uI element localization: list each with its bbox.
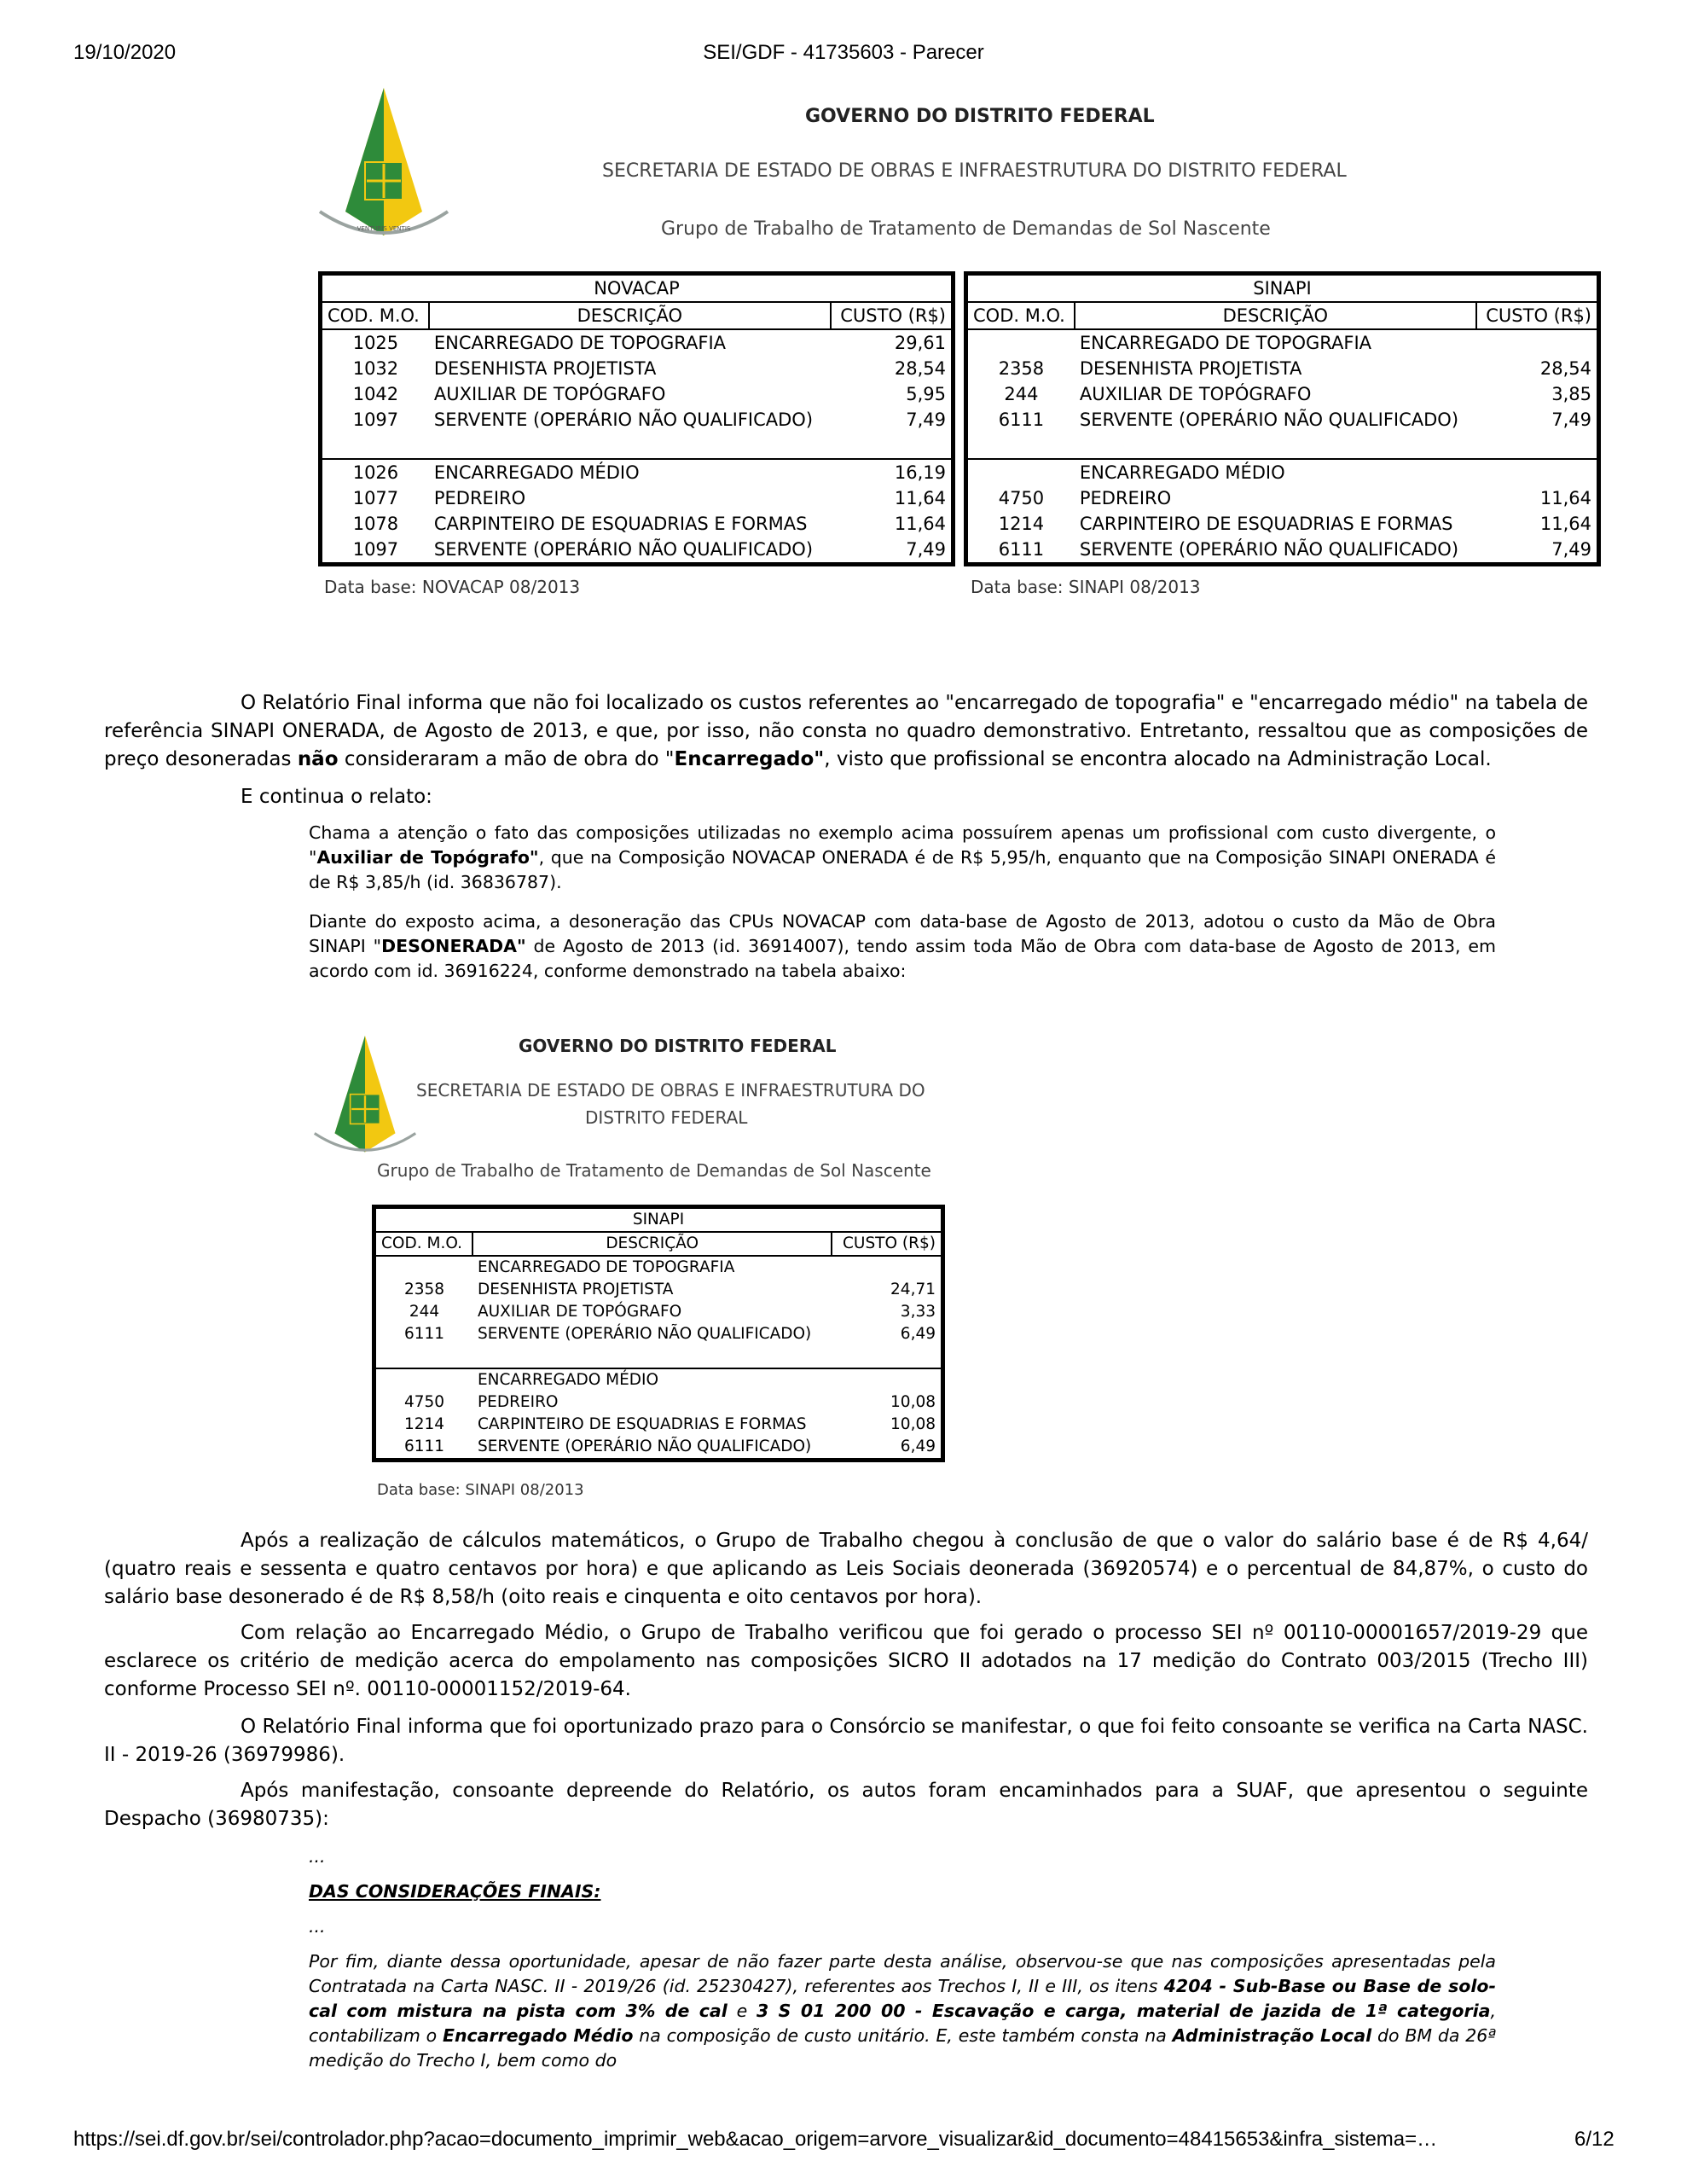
ellipsis: ...	[309, 1846, 326, 1867]
cell-cost	[1476, 433, 1599, 459]
gdf-logo-emblem	[316, 84, 452, 246]
cell-cost: 7,49	[906, 410, 946, 430]
q3-text-5: do BM da 26ª medição do Trecho I, bem como do	[309, 2025, 1497, 2071]
print-date: 19/10/2020	[73, 41, 177, 64]
cell-description: DESENHISTA PROJETISTA	[477, 1281, 674, 1298]
p1-bold-2: Encarregado"	[674, 748, 825, 770]
table-row	[321, 381, 954, 407]
table-row	[321, 485, 954, 511]
sinapi-database: Data base: SINAPI 08/2013	[971, 577, 1201, 597]
cell-cost: 10,08	[890, 1393, 936, 1411]
q3-bold-2: 3 S 01 200 00 - Escavação e carga, material de jazida de 1ª categoria	[756, 2001, 1491, 2021]
cell-cost: 7,49	[906, 539, 946, 560]
q1-text-1: Chama a atenção o fato das composições utilizadas no exemplo acima possuírem apenas um profissional com custo divergente, o "	[309, 822, 1496, 868]
paragraph-continua	[104, 783, 1588, 811]
p1-text-1: O Relatório Final informa que não foi localizado os custos referentes ao "encarregado de topografia" e "encarregado médio" na tabela de referência SINAPI ONERADA, de Agosto de 2013, e que, por isso, não consta no quadro demonstrativo. Entretanto, ressaltou que as composições de preço desoneradas	[104, 692, 1588, 770]
grupo-title: Grupo de Trabalho de Tratamento de Demandas de Sol Nascente	[377, 1160, 931, 1181]
cell-cost: 7,49	[1551, 539, 1591, 560]
cell-code: 1214	[998, 514, 1045, 534]
table-row	[321, 537, 954, 565]
cell-description: CARPINTEIRO DE ESQUADRIAS E FORMAS	[1079, 514, 1453, 534]
cell-code: 2358	[998, 358, 1045, 379]
cell-cost: 3,33	[900, 1303, 936, 1321]
novacap-table	[318, 271, 955, 566]
cell-code: 1042	[352, 384, 399, 404]
paragraph-calculos	[104, 1527, 1588, 1612]
cell-code: 244	[1004, 384, 1039, 404]
cell-description: PEDREIRO	[1079, 488, 1172, 508]
cell-cost: 16,19	[894, 462, 946, 483]
p5-text: O Relatório Final informa que foi oportunizado prazo para o Consórcio se manifestar, o que foi feito consoante se verifica na Carta NASC. II - 2019-26 (36979986).	[104, 1716, 1588, 1766]
cell-code	[966, 433, 1075, 459]
cell-description: SERVENTE (OPERÁRIO NÃO QUALIFICADO)	[477, 1325, 812, 1343]
cell-cost	[832, 1368, 942, 1391]
paragraph-manifestacao	[104, 1777, 1588, 1833]
cell-cost	[1476, 459, 1599, 485]
table-row	[321, 459, 954, 485]
p1-text-3: , visto que profissional se encontra alocado na Administração Local.	[824, 748, 1492, 770]
cell-code	[374, 1256, 472, 1279]
cell-cost: 11,64	[1539, 514, 1591, 534]
table-row	[966, 407, 1599, 433]
table-row	[321, 356, 954, 381]
p2-text: E continua o relato:	[241, 786, 432, 808]
cell-cost: 5,95	[906, 384, 946, 404]
cell-code	[966, 459, 1075, 485]
gov-title: GOVERNO DO DISTRITO FEDERAL	[519, 1036, 837, 1056]
table-caption: SINAPI	[966, 274, 1599, 303]
cell-code: 1097	[352, 410, 399, 430]
table-row	[966, 356, 1599, 381]
cell-code: 1077	[352, 488, 399, 508]
cell-description	[429, 433, 831, 459]
cell-cost	[831, 433, 954, 459]
cell-description: SERVENTE (OPERÁRIO NÃO QUALIFICADO)	[433, 410, 814, 430]
cell-description	[472, 1345, 832, 1368]
cell-cost: 11,64	[894, 488, 946, 508]
novacap-database: Data base: NOVACAP 08/2013	[324, 577, 581, 597]
table-row	[321, 433, 954, 459]
paragraph-encarregado	[104, 1619, 1588, 1704]
table-row	[321, 511, 954, 537]
cell-description: DESENHISTA PROJETISTA	[433, 358, 657, 379]
q3-text-1: Por fim, diante dessa oportunidade, apesar de não fazer parte desta análise, observou-se que nas composições apresentadas pela Contratada na Carta NASC. II - 2019/26 (id. 25230427), referentes aos Trechos I, II e III, os itens	[309, 1951, 1496, 1996]
q2-bold-1: DESONERADA"	[381, 936, 526, 956]
cell-description	[1075, 433, 1476, 459]
cell-code: 4750	[998, 488, 1045, 508]
col-header-desc: DESCRIÇÃO	[472, 1232, 832, 1256]
table-row	[374, 1256, 943, 1279]
cell-cost: 10,08	[890, 1415, 936, 1433]
cell-code	[321, 433, 429, 459]
paragraph-relatorio	[104, 689, 1588, 774]
q2-text-2: de Agosto de 2013 (id. 36914007), tendo assim toda Mão de Obra com data-base de Agosto de 2013, em acordo com id. 36916224, conforme demonstrado na tabela abaixo:	[309, 936, 1496, 981]
cell-description: ENCARREGADO DE TOPOGRAFIA	[477, 1258, 735, 1276]
table-row	[966, 537, 1599, 565]
cell-description: AUXILIAR DE TOPÓGRAFO	[433, 384, 666, 404]
cell-cost: 7,49	[1551, 410, 1591, 430]
cell-code: 1078	[352, 514, 399, 534]
cell-cost: 3,85	[1551, 384, 1591, 404]
grupo-title: Grupo de Trabalho de Tratamento de Demandas de Sol Nascente	[661, 218, 1271, 240]
col-header-code: COD. M.O.	[966, 302, 1075, 329]
cell-code: 1026	[352, 462, 399, 483]
q3-text-4: na composição de custo unitário. E, este também consta na	[633, 2025, 1173, 2046]
table-row	[966, 459, 1599, 485]
print-title: SEI/GDF - 41735603 - Parecer	[703, 41, 984, 64]
quote-desoneracao	[309, 909, 1496, 984]
sinapi-table	[964, 271, 1601, 566]
col-header-cost: CUSTO (R$)	[831, 302, 954, 329]
q3-bold-1: 4204 - Sub-Base ou Base de solo-cal com mistura na pista com 3% de cal	[309, 1976, 1496, 2021]
cell-code: 4750	[403, 1393, 445, 1411]
table-row	[374, 1368, 943, 1391]
cell-description: DESENHISTA PROJETISTA	[1079, 358, 1302, 379]
secretaria-title-line1: SECRETARIA DE ESTADO DE OBRAS E INFRAESTRUTURA DO	[416, 1080, 925, 1101]
cell-description: SERVENTE (OPERÁRIO NÃO QUALIFICADO)	[433, 539, 814, 560]
table-row	[374, 1323, 943, 1345]
table-row	[374, 1345, 943, 1368]
quote-consideracoes	[309, 1844, 1496, 2073]
cell-code: 1097	[352, 539, 399, 560]
table-row	[374, 1436, 943, 1461]
cell-code	[374, 1368, 472, 1391]
table-row	[374, 1301, 943, 1323]
cell-description: AUXILIAR DE TOPÓGRAFO	[1079, 384, 1312, 404]
cell-description: ENCARREGADO DE TOPOGRAFIA	[1079, 333, 1372, 353]
cell-cost	[832, 1345, 942, 1368]
gov-title: GOVERNO DO DISTRITO FEDERAL	[805, 106, 1155, 127]
q2-text-1: Diante do exposto acima, a desoneração das CPUs NOVACAP com data-base de Agosto de 2013, adotou o custo da Mão de Obra SINAPI "	[309, 911, 1496, 956]
quote-auxiliar	[309, 821, 1496, 895]
document-url-link[interactable]: https://sei.df.gov.br/sei/controlador.php?acao=documento_imprimir_web&acao_origem=arvore_visualizar&id_documento=48415653&infra_sistema=…	[73, 2128, 1438, 2151]
p4-text: Com relação ao Encarregado Médio, o Grupo de Trabalho verificou que foi gerado o processo SEI nº 00110-00001657/2019-29 que esclarece os critério de medição acerca do empolamento nas composições SICRO II adotados na 17 medição do Contrato 003/2015 (Trecho III) conforme Processo SEI nº. 00110-00001152/2019-64.	[104, 1622, 1588, 1700]
q3-bold-4: Administração Local	[1172, 2025, 1372, 2046]
paragraph-prazo	[104, 1713, 1588, 1769]
q3-text-2: e	[727, 2001, 757, 2021]
cell-cost	[1476, 329, 1599, 356]
secretaria-title-line2: DISTRITO FEDERAL	[585, 1107, 748, 1128]
cell-code: 1032	[352, 358, 399, 379]
ellipsis: ...	[309, 1916, 326, 1937]
table-row	[966, 329, 1599, 356]
cell-cost: 29,61	[894, 333, 946, 353]
cell-cost: 24,71	[890, 1281, 936, 1298]
table-row	[374, 1279, 943, 1301]
cell-description: PEDREIRO	[477, 1393, 559, 1411]
cell-code: 6111	[998, 410, 1045, 430]
cell-description: SERVENTE (OPERÁRIO NÃO QUALIFICADO)	[477, 1438, 812, 1455]
cell-cost: 11,64	[894, 514, 946, 534]
p3-text: Após a realização de cálculos matemáticos, o Grupo de Trabalho chegou à conclusão de que o valor do salário base é de R$ 4,64/ (quatro reais e sessenta e quatro centavos por hora) e que aplicando as Leis Sociais deonerada (36920574) e o percentual de 84,87%, o custo do salário base desonerado é de R$ 8,58/h (oito reais e cinquenta e oito centavos por hora).	[104, 1530, 1588, 1608]
cell-description: ENCARREGADO MÉDIO	[477, 1371, 659, 1389]
cell-code	[374, 1345, 472, 1368]
q3-text-3: , contabilizam o	[309, 2001, 1497, 2046]
table-row	[966, 433, 1599, 459]
cell-description: SERVENTE (OPERÁRIO NÃO QUALIFICADO)	[1079, 410, 1459, 430]
cell-description: PEDREIRO	[433, 488, 526, 508]
table-row	[966, 485, 1599, 511]
gdf-logo-emblem	[310, 1032, 420, 1160]
q3-bold-3: Encarregado Médio	[442, 2025, 634, 2046]
cell-cost: 28,54	[894, 358, 946, 379]
p6-text: Após manifestação, consoante depreende do Relatório, os autos foram encaminhados para a SUAF, que apresentou o seguinte Despacho (36980735):	[104, 1780, 1588, 1830]
table-row	[374, 1414, 943, 1436]
cell-description: CARPINTEIRO DE ESQUADRIAS E FORMAS	[477, 1415, 807, 1433]
cell-code: 6111	[403, 1325, 445, 1343]
cell-code: 244	[409, 1303, 440, 1321]
cell-code: 6111	[403, 1438, 445, 1455]
page-number: 6/12	[1574, 2128, 1615, 2151]
cell-code: 1025	[352, 333, 399, 353]
sinapi-database: Data base: SINAPI 08/2013	[377, 1481, 584, 1499]
table-row	[374, 1391, 943, 1414]
table-row	[966, 381, 1599, 407]
cell-cost: 6,49	[900, 1325, 936, 1343]
col-header-desc: DESCRIÇÃO	[429, 302, 831, 329]
table-row	[321, 407, 954, 433]
section-heading: DAS CONSIDERAÇÕES FINAIS:	[309, 1881, 601, 1902]
col-header-desc: DESCRIÇÃO	[1075, 302, 1476, 329]
cell-description: ENCARREGADO DE TOPOGRAFIA	[433, 333, 727, 353]
cell-cost: 28,54	[1539, 358, 1591, 379]
table-caption: NOVACAP	[321, 274, 954, 303]
col-header-code: COD. M.O.	[374, 1232, 472, 1256]
cell-description: ENCARREGADO MÉDIO	[1079, 462, 1285, 483]
p1-bold-1: não	[297, 748, 339, 770]
cell-cost: 11,64	[1539, 488, 1591, 508]
q1-bold-1: Auxiliar de Topógrafo"	[316, 847, 539, 868]
cell-cost	[832, 1256, 942, 1279]
cell-description: CARPINTEIRO DE ESQUADRIAS E FORMAS	[433, 514, 808, 534]
secretaria-title: SECRETARIA DE ESTADO DE OBRAS E INFRAESTRUTURA DO DISTRITO FEDERAL	[602, 160, 1347, 182]
sinapi-desonerada-table	[372, 1205, 945, 1462]
cell-cost: 6,49	[900, 1438, 936, 1455]
cell-description: ENCARREGADO MÉDIO	[433, 462, 640, 483]
col-header-code: COD. M.O.	[321, 302, 429, 329]
col-header-cost: CUSTO (R$)	[832, 1232, 942, 1256]
cell-code: 2358	[403, 1281, 445, 1298]
p1-text-2: consideraram a mão de obra do "	[338, 748, 675, 770]
cell-code	[966, 329, 1075, 356]
table-row	[966, 511, 1599, 537]
consideracoes-text	[309, 1949, 1496, 2073]
q1-text-2: , que na Composição NOVACAP ONERADA é de R$ 5,95/h, enquanto que na Composição SINAPI ONERADA é de R$ 3,85/h (id. 36836787).	[309, 847, 1496, 892]
cell-description: SERVENTE (OPERÁRIO NÃO QUALIFICADO)	[1079, 539, 1459, 560]
table-row	[321, 329, 954, 356]
cell-code: 1214	[403, 1415, 445, 1433]
table-caption: SINAPI	[374, 1207, 943, 1233]
cell-code: 6111	[998, 539, 1045, 560]
cell-description: AUXILIAR DE TOPÓGRAFO	[477, 1303, 682, 1321]
logo-motto: VENTURIS VENTIS	[357, 225, 411, 232]
col-header-cost: CUSTO (R$)	[1476, 302, 1599, 329]
